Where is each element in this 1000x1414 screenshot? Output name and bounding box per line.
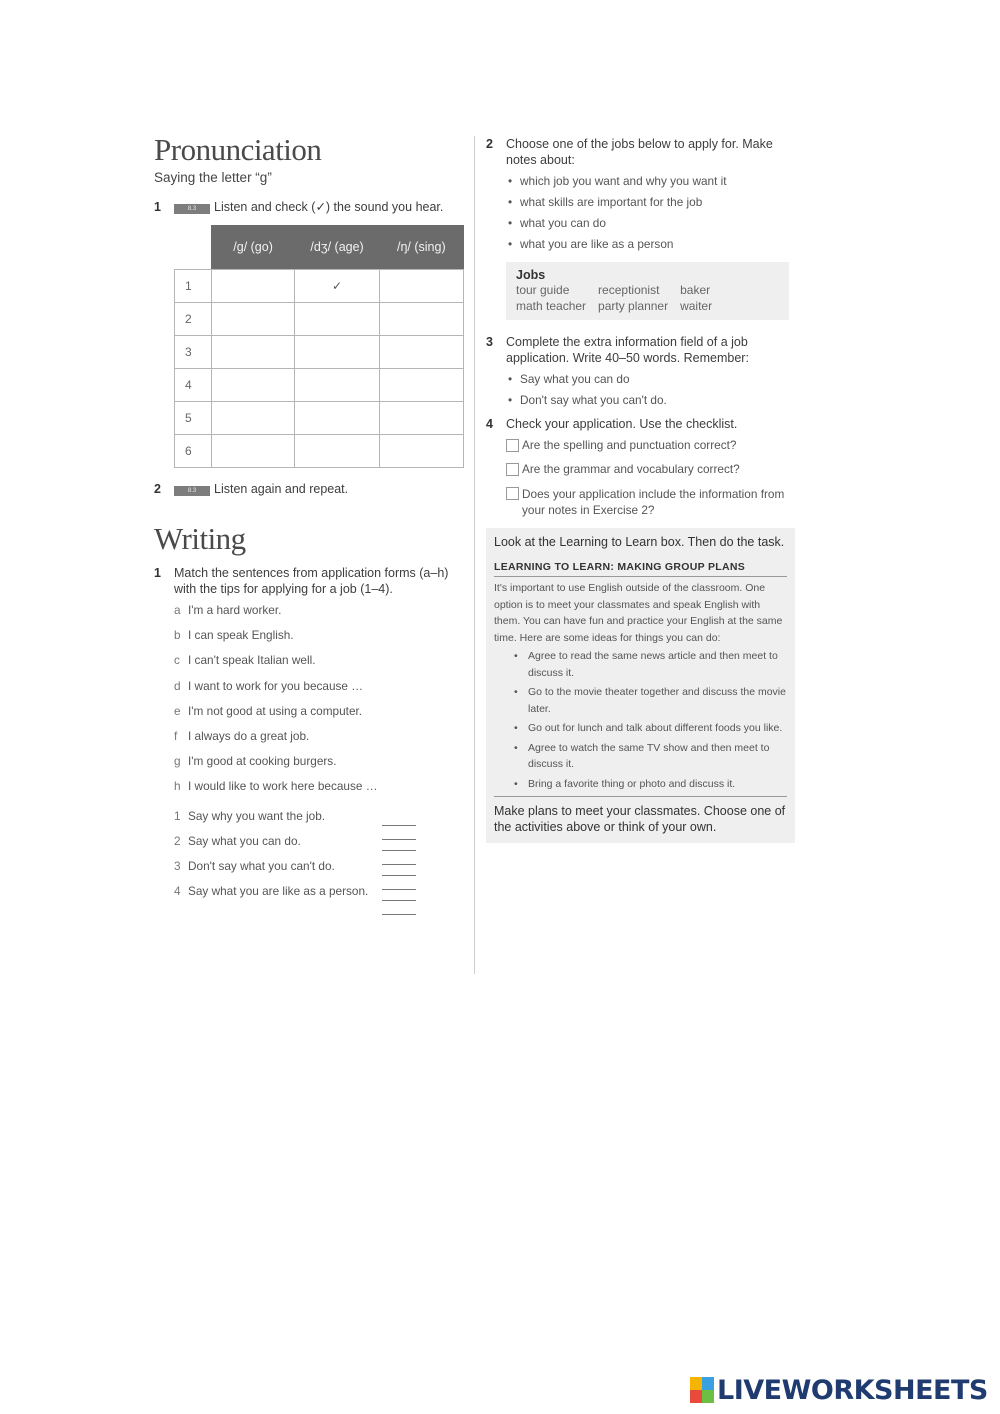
- list-item: [154, 809, 464, 834]
- item-letter: b: [174, 628, 181, 643]
- audio-track-icon[interactable]: 8.3: [174, 204, 210, 214]
- writing-exercise-1: [154, 565, 464, 597]
- table-corner: [175, 225, 212, 270]
- list-item: [154, 679, 464, 704]
- item-text: I'm not good at using a computer.: [188, 703, 363, 718]
- item-letter: e: [174, 703, 181, 718]
- item-number: 4: [174, 883, 181, 898]
- item-text: Don't say what you can't do.: [188, 858, 335, 873]
- logo-icon: [690, 1377, 714, 1403]
- writing-title: Writing: [154, 521, 246, 556]
- writing-exercise-4: [486, 416, 798, 432]
- exercise-number: 1: [154, 566, 161, 580]
- exercise-instruction: Listen again and repeat.: [214, 482, 349, 496]
- item-text: I'm a hard worker.: [188, 603, 282, 617]
- checklist: [486, 438, 798, 520]
- logo-square: [702, 1390, 714, 1403]
- item-text: I can't speak Italian well.: [188, 653, 316, 668]
- ideas-list: [494, 648, 787, 792]
- table-row: [175, 303, 464, 336]
- list-item: • which job you want and why you want it: [486, 174, 798, 195]
- exercise-number: 4: [486, 417, 493, 431]
- answer-cell[interactable]: [211, 303, 295, 336]
- list-item: • Bring a favorite thing or photo and discuss it.: [494, 776, 787, 793]
- box-title: LEARNING TO LEARN: MAKING GROUP PLANS: [494, 560, 787, 577]
- list-item: • what skills are important for the job: [486, 195, 798, 216]
- checklist-text: Are the grammar and vocabulary correct?: [522, 462, 740, 476]
- answer-cell[interactable]: ✓: [295, 270, 379, 303]
- pron-exercise-1: [154, 199, 464, 215]
- job-name: waiter: [680, 299, 713, 313]
- list-item: • Agree to read the same news article and then meet to discuss it.: [494, 648, 787, 681]
- box-body: It's important to use English outside of the classroom. One option is to meet your classmates and speak English with them. You can have fun and practice your English at the same time. Here are some ideas for things you can do:: [494, 582, 783, 644]
- jobs-heading: Jobs: [516, 268, 546, 282]
- answer-cell[interactable]: [211, 435, 295, 468]
- checkbox[interactable]: [506, 487, 519, 500]
- item-letter: h: [174, 779, 181, 794]
- answer-blanks[interactable]: [382, 890, 464, 918]
- item-letter: d: [174, 678, 181, 693]
- answer-cell[interactable]: [211, 270, 295, 303]
- sound-check-table: [174, 225, 464, 468]
- table-row: [175, 369, 464, 402]
- item-number: 3: [174, 858, 181, 873]
- checklist-item: [486, 438, 798, 462]
- liveworksheets-logo[interactable]: [690, 1373, 988, 1407]
- list-item: [154, 628, 464, 653]
- column-divider: [474, 136, 475, 974]
- answer-cell[interactable]: [295, 402, 379, 435]
- list-item: • Don't say what you can't do.: [486, 393, 798, 414]
- jobs-box: [506, 262, 789, 320]
- item-text: Say what you can do.: [188, 833, 301, 848]
- row-number: 2: [175, 303, 212, 336]
- right-column: [486, 132, 798, 843]
- list-item: • what you are like as a person: [486, 237, 798, 258]
- checklist-item: [486, 462, 798, 486]
- exercise-instruction: Check your application. Use the checklist.: [506, 417, 738, 431]
- item-letter: f: [174, 728, 178, 743]
- answer-cell[interactable]: [295, 435, 379, 468]
- row-number: 3: [175, 336, 212, 369]
- row-number: 4: [175, 369, 212, 402]
- logo-square: [702, 1377, 714, 1390]
- item-letter: g: [174, 754, 181, 769]
- answer-cell[interactable]: [379, 336, 463, 369]
- logo-square: [690, 1377, 702, 1390]
- checkbox[interactable]: [506, 439, 519, 452]
- pronunciation-title: Pronunciation: [154, 132, 322, 167]
- list-item: [154, 704, 464, 729]
- job-name: baker: [680, 283, 711, 297]
- writing-exercise-3: [486, 334, 776, 366]
- table-row: [516, 282, 724, 298]
- answer-cell[interactable]: [295, 303, 379, 336]
- list-item: • Agree to watch the same TV show and then meet to discuss it.: [494, 740, 787, 773]
- logo-square: [690, 1390, 702, 1403]
- list-item: [154, 779, 464, 804]
- pronunciation-subtitle: Saying the letter “g”: [154, 170, 272, 185]
- notes-list: [486, 174, 798, 258]
- item-text: I can speak English.: [188, 628, 294, 643]
- answer-cell[interactable]: [379, 270, 463, 303]
- exercise-instruction: Match the sentences from application forms (a–h) with the tips for applying for a job (1–4).: [174, 566, 449, 596]
- table-row: [175, 336, 464, 369]
- list-item: • Say what you can do: [486, 372, 798, 393]
- table-row: [175, 435, 464, 468]
- exercise-number: 2: [154, 482, 161, 496]
- answer-cell[interactable]: [379, 402, 463, 435]
- column-header-g: /g/ (go): [211, 225, 295, 270]
- item-letter: a: [174, 603, 181, 617]
- learning-to-learn-box: [486, 528, 795, 843]
- item-number: 2: [174, 833, 181, 848]
- column-header-ng: /ŋ/ (sing): [379, 225, 463, 270]
- item-text: I would like to work here because …: [188, 779, 378, 794]
- table-row: [175, 402, 464, 435]
- logo-text: LIVEWORKSHEETS: [717, 1374, 988, 1406]
- checklist-text: Does your application include the information from your notes in Exercise 2?: [522, 487, 785, 517]
- checklist-text: Are the spelling and punctuation correct?: [522, 438, 737, 452]
- job-name: tour guide: [516, 283, 570, 297]
- item-text: Say what you are like as a person.: [188, 883, 369, 898]
- left-column: [154, 132, 464, 909]
- list-item: [154, 834, 464, 859]
- table-row: [175, 270, 464, 303]
- box-outro: Make plans to meet your classmates. Choose one of the activities above or think of your own.: [494, 796, 787, 835]
- pron-exercise-2: [154, 481, 464, 497]
- list-item: • Go out for lunch and talk about different foods you like.: [494, 720, 787, 737]
- answer-cell[interactable]: [295, 336, 379, 369]
- item-text: I want to work for you because …: [188, 678, 364, 693]
- row-number: 6: [175, 435, 212, 468]
- tips-list: [154, 809, 464, 909]
- exercise-number: 1: [154, 200, 161, 214]
- item-text: I always do a great job.: [188, 728, 310, 743]
- exercise-instruction: Choose one of the jobs below to apply for. Make notes about:: [506, 137, 773, 167]
- sentence-list: [154, 603, 464, 805]
- audio-track-icon[interactable]: 8.3: [174, 486, 210, 496]
- list-item: [154, 754, 464, 779]
- answer-cell[interactable]: [379, 435, 463, 468]
- exercise-number: 2: [486, 137, 493, 151]
- answer-cell[interactable]: [379, 369, 463, 402]
- writing-exercise-2: [486, 136, 796, 168]
- list-item: • what you can do: [486, 216, 798, 237]
- row-number: 5: [175, 402, 212, 435]
- answer-cell[interactable]: [211, 369, 295, 402]
- exercise-number: 3: [486, 335, 493, 349]
- jobs-table: [516, 282, 724, 314]
- exercise-instruction: Listen and check (✓) the sound you hear.: [214, 200, 444, 214]
- job-name: receptionist: [598, 283, 660, 297]
- job-name: math teacher: [516, 299, 587, 313]
- checklist-item: [486, 486, 798, 520]
- item-letter: c: [174, 653, 180, 668]
- item-text: Say why you want the job.: [188, 808, 326, 823]
- table-row: [516, 298, 724, 314]
- row-number: 1: [175, 270, 212, 303]
- answer-cell[interactable]: [295, 369, 379, 402]
- exercise-instruction: Complete the extra information field of a job application. Write 40–50 words. Remember:: [506, 335, 749, 365]
- list-item: • Go to the movie theater together and discuss the movie later.: [494, 684, 787, 717]
- item-text: I'm good at cooking burgers.: [188, 754, 337, 769]
- item-number: 1: [174, 808, 181, 823]
- answer-cell[interactable]: [379, 303, 463, 336]
- column-header-dz: /dʒ/ (age): [295, 225, 379, 270]
- list-item: [154, 729, 464, 754]
- remember-list: [486, 372, 798, 414]
- answer-cell[interactable]: [211, 402, 295, 435]
- list-item: [154, 884, 464, 909]
- list-item: [154, 603, 464, 628]
- box-intro: Look at the Learning to Learn box. Then do the task.: [494, 535, 785, 549]
- job-name: party planner: [598, 299, 669, 313]
- checkbox[interactable]: [506, 463, 519, 476]
- list-item: [154, 653, 464, 678]
- answer-cell[interactable]: [211, 336, 295, 369]
- list-item: [154, 859, 464, 884]
